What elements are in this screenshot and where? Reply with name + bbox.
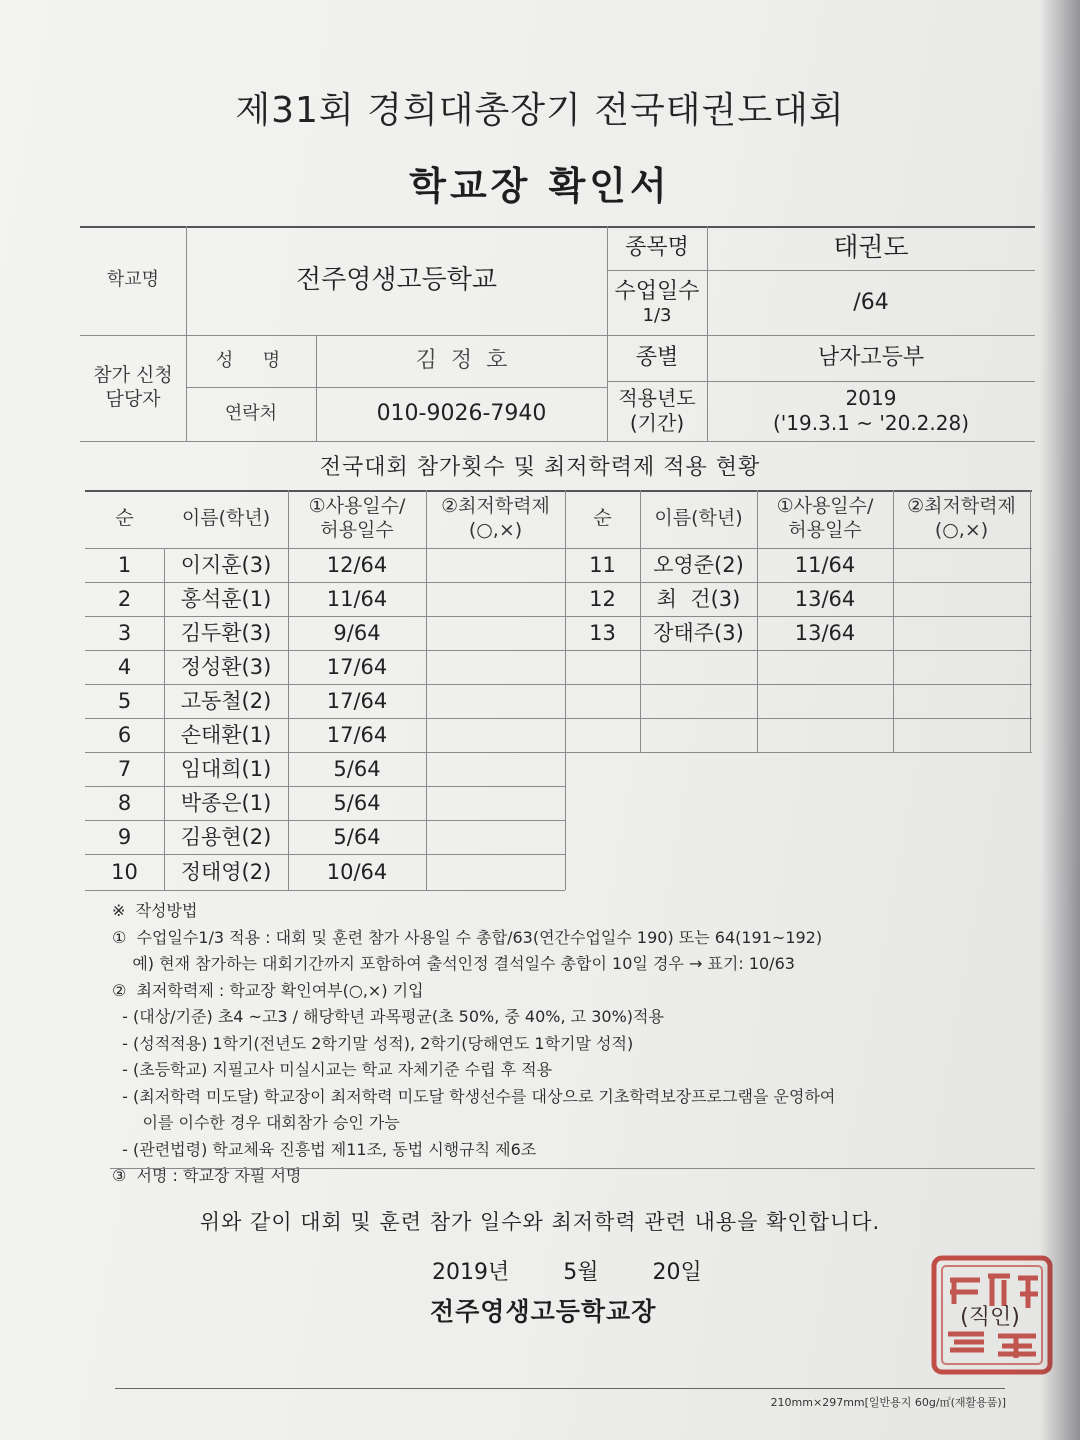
table-row-min (426, 752, 565, 786)
date-day: 20일 (652, 1260, 702, 1285)
header-name: 이름(학년) (181, 507, 271, 530)
seal-label: (직인) (960, 1305, 1020, 1330)
note-line: - (초등학교) 지필고사 미실시교는 학교 자체기준 수립 후 적용 (112, 1060, 553, 1079)
table-row-min (426, 854, 565, 890)
note-line: ③ 서명 : 학교장 자필 서명 (112, 1166, 302, 1185)
page-edge (1040, 0, 1080, 1440)
note-line: 예) 현재 참가하는 대회기간까지 포함하여 출석인정 결석일수 총합이 10일 경우 → 표기: 10/63 (112, 954, 795, 973)
year-value-line1: 2019 (845, 386, 897, 410)
table-row-no: 7 (117, 756, 132, 781)
days-label (607, 270, 707, 335)
official-seal-icon (928, 1250, 1056, 1378)
table-row-min (426, 820, 565, 854)
table-row-days: 5/64 (333, 824, 381, 849)
notes-divider (110, 1168, 1035, 1169)
table-row-name: 김용현(2) (180, 824, 272, 849)
table-row-name: 고동철(2) (180, 688, 272, 713)
header-days-line1: ①사용일수/ (308, 495, 406, 518)
table-row-days: 17/64 (326, 688, 388, 713)
table-row-min (893, 616, 1030, 650)
table-row-no: 8 (117, 790, 132, 815)
table-row-days: 10/64 (326, 859, 388, 884)
table-row-days: 5/64 (333, 790, 381, 815)
table-row-min (893, 548, 1030, 582)
table-row-no: 9 (117, 824, 132, 849)
applicant-label-line1: 참가 신청 (93, 364, 173, 387)
paper-spec: 210mm×297mm[일반용지 60g/㎡(재활용품)] (770, 1396, 1006, 1409)
note-line: ① 수업일수1/3 적용 : 대회 및 훈련 참가 사용일 수 총합/63(연간수업일수 190) 또는 64(191~192) (112, 927, 823, 947)
header-min-line2: (○,×) (468, 519, 523, 541)
contact-label: 연락처 (224, 402, 278, 424)
header-min-right-line2: (○,×) (934, 519, 989, 541)
table-row-days: 9/64 (333, 620, 381, 645)
date-year: 2019년 (432, 1260, 510, 1285)
table-row-name: 손태환(1) (180, 722, 272, 747)
table-row-no: 3 (117, 620, 132, 645)
table-row-no (565, 650, 640, 684)
table-row-min (426, 548, 565, 582)
applicant-label-line2: 담당자 (105, 388, 161, 410)
table-row-days: 17/64 (326, 722, 388, 747)
year-label-line2: (기간) (629, 411, 685, 435)
note-line: - (성적적용) 1학기(전년도 2학기말 성적), 2학기(당해연도 1학기말 성적) (112, 1033, 634, 1053)
header-days-right-line2: 허용일수 (788, 519, 862, 541)
table-row-days: 11/64 (794, 552, 856, 577)
header-min-right-line1: ②최저학력제 (907, 495, 1016, 518)
event-label: 종목명 (625, 235, 689, 261)
header-min-line1: ②최저학력제 (441, 495, 550, 518)
table-row-days: 5/64 (333, 756, 381, 781)
date-month: 5월 (563, 1260, 599, 1285)
table-row-no: 1 (117, 552, 132, 577)
signature-date (432, 1255, 702, 1286)
table-row-no: 13 (589, 620, 616, 645)
year-value-line2: ('19.3.1 ~ '20.2.28) (772, 411, 970, 435)
table-row-min (426, 616, 565, 650)
division-value: 남자고등부 (817, 345, 925, 371)
table-row-no (565, 684, 640, 718)
table-row-days: 13/64 (794, 620, 856, 645)
header-no: 순 (115, 507, 134, 530)
days-value: /64 (853, 289, 889, 315)
table-row-no: 4 (117, 654, 132, 679)
year-label-line1: 적용년도 (618, 386, 696, 410)
header-days-line2: 허용일수 (320, 519, 394, 541)
principal-name: 전주영생고등학교장 (430, 1297, 657, 1326)
table-row-min (426, 684, 565, 718)
header-no-right: 순 (593, 507, 612, 530)
header-days-right-line1: ①사용일수/ (776, 495, 874, 518)
table-row-name: 정성환(3) (180, 654, 272, 679)
table-row-no: 5 (117, 688, 132, 713)
table-row-days: 13/64 (794, 586, 856, 611)
instructions (112, 898, 1042, 1190)
school-name: 전주영생고등학교 (296, 265, 497, 296)
header-name-right: 이름(학년) (654, 507, 743, 530)
applicant-label (80, 335, 186, 441)
table-row-name: 이지훈(3) (180, 552, 272, 577)
header-days-right (757, 490, 893, 548)
table-row-no: 12 (589, 586, 616, 611)
table-row-name: 김두환(3) (180, 620, 272, 645)
days-label-line1: 수업일수 (614, 278, 700, 304)
table-row-no: 2 (117, 586, 132, 611)
table-row-min (426, 582, 565, 616)
header-days (288, 490, 426, 548)
table-row-name: 홍석훈(1) (180, 586, 272, 611)
table-row-no (565, 718, 640, 752)
header-min (426, 490, 565, 548)
footer-divider (115, 1388, 1005, 1389)
name-label: 성 명 (215, 349, 287, 371)
note-line: ② 최저학력제 : 학교장 확인여부(○,×) 기입 (112, 980, 424, 1000)
document-title: 제31회 경희대총장기 전국태권도대회 (235, 90, 845, 131)
table-row-name: 장태주(3) (653, 620, 744, 645)
note-line: - (최저학력 미도달) 학교장이 최저학력 미도달 학생선수를 대상으로 기초학력보장프로그램을 운영하여 (112, 1086, 836, 1106)
status-title: 전국대회 참가횟수 및 최저학력제 적용 현황 (319, 455, 761, 480)
division-label: 종별 (635, 345, 679, 371)
table-row-min (426, 650, 565, 684)
document-subtitle: 학교장 확인서 (409, 164, 671, 208)
table-row-min (893, 582, 1030, 616)
confirmation-text: 위와 같이 대회 및 훈련 참가 일수와 최저학력 관련 내용을 확인합니다. (199, 1210, 881, 1234)
table-row-no: 6 (117, 722, 132, 747)
table-row-days: 12/64 (326, 552, 388, 577)
name-value: 김 정 호 (415, 348, 508, 374)
school-label: 학교명 (106, 269, 160, 291)
table-row-name: 임대희(1) (180, 756, 272, 781)
table-row-no: 10 (111, 859, 138, 884)
year-label (607, 381, 707, 441)
note-line: - (대상/기준) 초4 ~고3 / 해당학년 과목평균(초 50%, 중 40%, 고 30%)적용 (112, 1007, 664, 1026)
table-row-days: 11/64 (326, 586, 388, 611)
table-row-days: 17/64 (326, 654, 388, 679)
table-row-name: 최 건(3) (656, 586, 741, 611)
event-value: 태권도 (833, 232, 909, 263)
days-label-line2: 1/3 (642, 305, 672, 326)
note-line: 이를 이수한 경우 대회참가 승인 가능 (112, 1113, 400, 1132)
table-row-min (426, 718, 565, 752)
year-value (707, 381, 1035, 441)
table-row-min (426, 786, 565, 820)
header-min-right (893, 490, 1030, 548)
note-line: - (관련법령) 학교체육 진흥법 제11조, 동법 시행규칙 제6조 (112, 1139, 537, 1159)
table-row-name: 정태영(2) (180, 859, 272, 884)
table-row-name: 박종은(1) (180, 790, 272, 815)
table-row-name: 오영준(2) (653, 552, 744, 577)
contact-value: 010-9026-7940 (376, 401, 547, 427)
note-line: ※ 작성방법 (112, 901, 198, 920)
table-row-no: 11 (589, 552, 616, 577)
